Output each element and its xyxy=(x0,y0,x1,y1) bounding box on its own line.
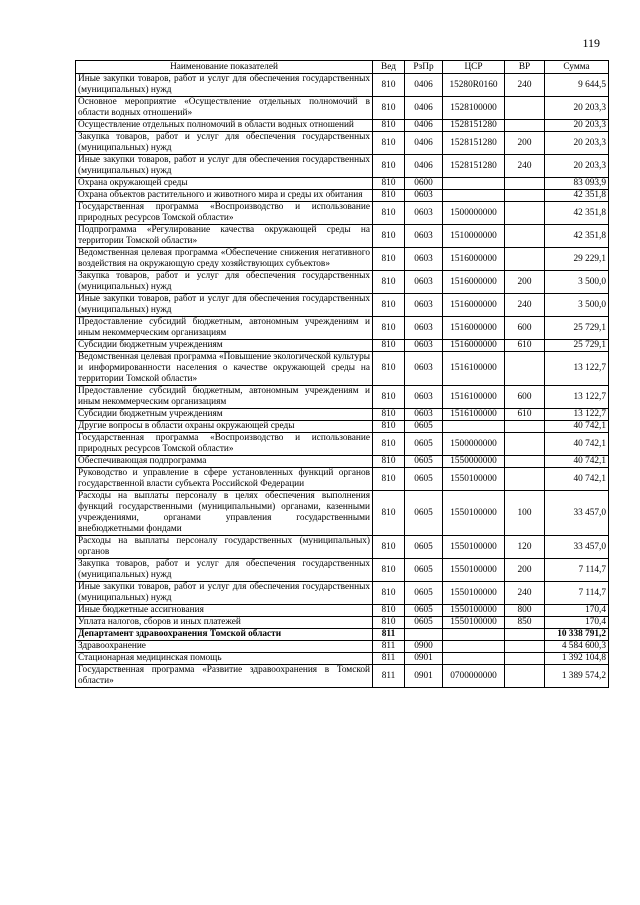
header-vr: ВР xyxy=(505,61,545,74)
cell-rzpr: 0603 xyxy=(405,248,443,271)
cell-vr: 800 xyxy=(505,605,545,617)
cell-vr: 240 xyxy=(505,155,545,178)
cell-ved: 810 xyxy=(373,617,405,629)
table-row xyxy=(76,665,609,688)
cell-name: Субсидии бюджетным учреждениям xyxy=(76,409,373,421)
cell-csr: 1516100000 xyxy=(443,409,505,421)
cell-name: Стационарная медицинская помощь xyxy=(76,653,373,665)
cell-rzpr: 0603 xyxy=(405,409,443,421)
header-rzpr: РзПр xyxy=(405,61,443,74)
cell-sum: 1 392 104,8 xyxy=(545,653,609,665)
cell-sum: 25 729,1 xyxy=(545,317,609,340)
table-row xyxy=(76,120,609,132)
cell-ved: 810 xyxy=(373,559,405,582)
cell-ved: 810 xyxy=(373,409,405,421)
cell-rzpr: 0603 xyxy=(405,294,443,317)
cell-rzpr: 0605 xyxy=(405,433,443,456)
cell-name: Государственная программа «Воспроизводство и использование природных ресурсов Томской области» xyxy=(76,433,373,456)
cell-rzpr: 0603 xyxy=(405,317,443,340)
cell-csr: 1550100000 xyxy=(443,605,505,617)
cell-sum: 40 742,1 xyxy=(545,421,609,433)
table-row xyxy=(76,317,609,340)
cell-vr: 610 xyxy=(505,409,545,421)
cell-csr: 1550100000 xyxy=(443,491,505,536)
cell-csr xyxy=(443,178,505,190)
cell-sum: 20 203,3 xyxy=(545,97,609,120)
cell-name: Департамент здравоохранения Томской области xyxy=(76,629,373,641)
cell-csr: 1516000000 xyxy=(443,294,505,317)
cell-name: Осуществление отдельных полномочий в области водных отношений xyxy=(76,120,373,132)
cell-name: Расходы на выплаты персоналу государственных (муниципальных) органов xyxy=(76,536,373,559)
cell-name: Государственная программа «Развитие здравоохранения в Томской области» xyxy=(76,665,373,688)
table-row xyxy=(76,433,609,456)
cell-ved: 810 xyxy=(373,248,405,271)
cell-vr: 200 xyxy=(505,271,545,294)
cell-vr xyxy=(505,120,545,132)
cell-csr: 1516100000 xyxy=(443,352,505,386)
cell-rzpr: 0901 xyxy=(405,653,443,665)
cell-sum: 7 114,7 xyxy=(545,582,609,605)
cell-ved: 810 xyxy=(373,468,405,491)
cell-vr xyxy=(505,433,545,456)
table-row xyxy=(76,97,609,120)
cell-name: Расходы на выплаты персоналу в целях обеспечения выполнения функций государственными (муниципальными) органами, казенными учреждениями, органами управления государственными внебюджетными фондами xyxy=(76,491,373,536)
cell-rzpr: 0603 xyxy=(405,190,443,202)
cell-vr xyxy=(505,97,545,120)
cell-vr xyxy=(505,248,545,271)
cell-ved: 810 xyxy=(373,155,405,178)
cell-name: Здравоохранение xyxy=(76,641,373,653)
cell-rzpr: 0605 xyxy=(405,456,443,468)
cell-name: Субсидии бюджетным учреждениям xyxy=(76,340,373,352)
cell-name: Руководство и управление в сфере установленных функций органов государственной власти субъекта Российской Федерации xyxy=(76,468,373,491)
cell-vr: 240 xyxy=(505,74,545,97)
cell-rzpr: 0605 xyxy=(405,468,443,491)
cell-ved: 810 xyxy=(373,120,405,132)
cell-name: Иные закупки товаров, работ и услуг для обеспечения государственных (муниципальных) нужд xyxy=(76,74,373,97)
cell-sum: 40 742,1 xyxy=(545,468,609,491)
cell-csr: 1500000000 xyxy=(443,433,505,456)
cell-sum: 9 644,5 xyxy=(545,74,609,97)
cell-rzpr: 0901 xyxy=(405,665,443,688)
table-row xyxy=(76,190,609,202)
cell-csr: 15280R0160 xyxy=(443,74,505,97)
cell-ved: 810 xyxy=(373,456,405,468)
cell-csr xyxy=(443,641,505,653)
table-row xyxy=(76,202,609,225)
table-row xyxy=(76,641,609,653)
cell-vr xyxy=(505,629,545,641)
cell-ved: 810 xyxy=(373,97,405,120)
table-row xyxy=(76,386,609,409)
table-row xyxy=(76,617,609,629)
cell-csr: 1516000000 xyxy=(443,271,505,294)
table-row xyxy=(76,409,609,421)
cell-name: Основное мероприятие «Осуществление отдельных полномочий в области водных отношений» xyxy=(76,97,373,120)
cell-ved: 811 xyxy=(373,665,405,688)
cell-csr: 1500000000 xyxy=(443,202,505,225)
cell-sum: 13 122,7 xyxy=(545,352,609,386)
table-row xyxy=(76,653,609,665)
cell-name: Закупка товаров, работ и услуг для обеспечения государственных (муниципальных) нужд xyxy=(76,271,373,294)
cell-csr: 1550100000 xyxy=(443,536,505,559)
cell-csr xyxy=(443,421,505,433)
cell-vr: 120 xyxy=(505,536,545,559)
cell-sum: 25 729,1 xyxy=(545,340,609,352)
header-name: Наименование показателей xyxy=(76,61,373,74)
header-csr: ЦСР xyxy=(443,61,505,74)
cell-vr xyxy=(505,468,545,491)
cell-ved: 810 xyxy=(373,605,405,617)
cell-sum: 3 500,0 xyxy=(545,271,609,294)
cell-name: Закупка товаров, работ и услуг для обеспечения государственных (муниципальных) нужд xyxy=(76,132,373,155)
cell-sum: 1 389 574,2 xyxy=(545,665,609,688)
table-row xyxy=(76,468,609,491)
cell-ved: 810 xyxy=(373,190,405,202)
cell-sum: 10 338 791,2 xyxy=(545,629,609,641)
cell-rzpr: 0605 xyxy=(405,421,443,433)
cell-rzpr: 0406 xyxy=(405,155,443,178)
table-row xyxy=(76,74,609,97)
table-row xyxy=(76,155,609,178)
cell-sum: 13 122,7 xyxy=(545,386,609,409)
cell-csr: 1528151280 xyxy=(443,132,505,155)
cell-name: Ведомственная целевая программа «Обеспечение снижения негативного воздействия на окружающую среду хозяйствующих субъектов» xyxy=(76,248,373,271)
cell-name: Уплата налогов, сборов и иных платежей xyxy=(76,617,373,629)
cell-sum: 20 203,3 xyxy=(545,155,609,178)
table-row xyxy=(76,340,609,352)
cell-vr xyxy=(505,190,545,202)
cell-name: Предоставление субсидий бюджетным, автономным учреждениям и иным некоммерческим организациям xyxy=(76,386,373,409)
cell-sum: 42 351,8 xyxy=(545,225,609,248)
cell-sum: 29 229,1 xyxy=(545,248,609,271)
cell-name: Иные закупки товаров, работ и услуг для обеспечения государственных (муниципальных) нужд xyxy=(76,582,373,605)
cell-csr: 1550100000 xyxy=(443,617,505,629)
cell-rzpr: 0406 xyxy=(405,97,443,120)
cell-rzpr: 0605 xyxy=(405,559,443,582)
cell-sum: 7 114,7 xyxy=(545,559,609,582)
cell-sum: 170,4 xyxy=(545,605,609,617)
cell-csr: 1516100000 xyxy=(443,386,505,409)
cell-rzpr: 0603 xyxy=(405,340,443,352)
table-row xyxy=(76,582,609,605)
cell-csr: 1550100000 xyxy=(443,582,505,605)
cell-vr xyxy=(505,665,545,688)
cell-vr xyxy=(505,202,545,225)
table-row xyxy=(76,248,609,271)
cell-sum: 20 203,3 xyxy=(545,132,609,155)
cell-sum: 40 742,1 xyxy=(545,433,609,456)
cell-csr: 1528151280 xyxy=(443,155,505,178)
cell-ved: 811 xyxy=(373,641,405,653)
cell-vr: 200 xyxy=(505,559,545,582)
cell-ved: 810 xyxy=(373,74,405,97)
cell-rzpr: 0406 xyxy=(405,120,443,132)
cell-vr: 240 xyxy=(505,294,545,317)
cell-ved: 810 xyxy=(373,225,405,248)
cell-vr: 610 xyxy=(505,340,545,352)
cell-ved: 810 xyxy=(373,271,405,294)
header-ved: Вед xyxy=(373,61,405,74)
cell-name: Иные закупки товаров, работ и услуг для обеспечения государственных (муниципальных) нужд xyxy=(76,294,373,317)
cell-rzpr: 0605 xyxy=(405,605,443,617)
cell-rzpr: 0900 xyxy=(405,641,443,653)
cell-name: Государственная программа «Воспроизводство и использование природных ресурсов Томской области» xyxy=(76,202,373,225)
table-row xyxy=(76,456,609,468)
cell-ved: 810 xyxy=(373,352,405,386)
cell-vr: 240 xyxy=(505,582,545,605)
cell-name: Обеспечивающая подпрограмма xyxy=(76,456,373,468)
cell-ved: 810 xyxy=(373,317,405,340)
cell-csr: 1550000000 xyxy=(443,456,505,468)
cell-rzpr xyxy=(405,629,443,641)
cell-rzpr: 0603 xyxy=(405,271,443,294)
cell-vr: 600 xyxy=(505,386,545,409)
table-row xyxy=(76,605,609,617)
cell-vr: 100 xyxy=(505,491,545,536)
cell-sum: 83 093,9 xyxy=(545,178,609,190)
cell-ved: 811 xyxy=(373,629,405,641)
cell-csr xyxy=(443,653,505,665)
cell-sum: 4 584 600,3 xyxy=(545,641,609,653)
cell-vr xyxy=(505,421,545,433)
cell-vr xyxy=(505,653,545,665)
cell-rzpr: 0603 xyxy=(405,352,443,386)
table-row xyxy=(76,225,609,248)
cell-csr: 1516000000 xyxy=(443,340,505,352)
cell-rzpr: 0605 xyxy=(405,491,443,536)
page-number: 119 xyxy=(582,36,600,50)
cell-sum: 20 203,3 xyxy=(545,120,609,132)
cell-name: Подпрограмма «Регулирование качества окружающей среды на территории Томской области» xyxy=(76,225,373,248)
cell-ved: 810 xyxy=(373,132,405,155)
cell-name: Иные бюджетные ассигнования xyxy=(76,605,373,617)
cell-name: Охрана окружающей среды xyxy=(76,178,373,190)
cell-rzpr: 0603 xyxy=(405,225,443,248)
cell-ved: 810 xyxy=(373,340,405,352)
cell-csr: 1528100000 xyxy=(443,97,505,120)
cell-vr xyxy=(505,456,545,468)
cell-ved: 810 xyxy=(373,421,405,433)
cell-name: Ведомственная целевая программа «Повышение экологической культуры и информированности населения о качестве окружающей среды на территории Томской области» xyxy=(76,352,373,386)
cell-ved: 810 xyxy=(373,178,405,190)
cell-vr xyxy=(505,352,545,386)
cell-ved: 810 xyxy=(373,294,405,317)
cell-ved: 810 xyxy=(373,536,405,559)
cell-sum: 13 122,7 xyxy=(545,409,609,421)
cell-sum: 42 351,8 xyxy=(545,190,609,202)
table-header-row xyxy=(76,61,609,74)
cell-ved: 810 xyxy=(373,582,405,605)
cell-name: Охрана объектов растительного и животного мира и среды их обитания xyxy=(76,190,373,202)
cell-ved: 810 xyxy=(373,386,405,409)
cell-csr: 1516000000 xyxy=(443,248,505,271)
cell-sum: 33 457,0 xyxy=(545,536,609,559)
table-row xyxy=(76,178,609,190)
cell-rzpr: 0603 xyxy=(405,386,443,409)
cell-csr: 1550100000 xyxy=(443,468,505,491)
cell-csr: 1510000000 xyxy=(443,225,505,248)
cell-sum: 42 351,8 xyxy=(545,202,609,225)
cell-rzpr: 0605 xyxy=(405,617,443,629)
cell-vr: 600 xyxy=(505,317,545,340)
table-row xyxy=(76,559,609,582)
cell-ved: 810 xyxy=(373,491,405,536)
cell-name: Иные закупки товаров, работ и услуг для обеспечения государственных (муниципальных) нужд xyxy=(76,155,373,178)
cell-vr xyxy=(505,641,545,653)
table-row xyxy=(76,352,609,386)
cell-ved: 810 xyxy=(373,433,405,456)
table-row xyxy=(76,421,609,433)
cell-sum: 3 500,0 xyxy=(545,294,609,317)
cell-csr: 1528151280 xyxy=(443,120,505,132)
table-row xyxy=(76,294,609,317)
table-row xyxy=(76,491,609,536)
header-sum: Сумма xyxy=(545,61,609,74)
cell-csr: 0700000000 xyxy=(443,665,505,688)
table-row xyxy=(76,132,609,155)
cell-rzpr: 0406 xyxy=(405,132,443,155)
cell-name: Предоставление субсидий бюджетным, автономным учреждениям и иным некоммерческим организациям xyxy=(76,317,373,340)
cell-csr: 1550100000 xyxy=(443,559,505,582)
cell-name: Закупка товаров, работ и услуг для обеспечения государственных (муниципальных) нужд xyxy=(76,559,373,582)
table-body xyxy=(76,74,609,688)
cell-ved: 810 xyxy=(373,202,405,225)
cell-rzpr: 0603 xyxy=(405,202,443,225)
table-row xyxy=(76,536,609,559)
cell-sum: 40 742,1 xyxy=(545,456,609,468)
cell-csr xyxy=(443,190,505,202)
cell-csr: 1516000000 xyxy=(443,317,505,340)
cell-vr xyxy=(505,178,545,190)
cell-rzpr: 0605 xyxy=(405,582,443,605)
cell-rzpr: 0605 xyxy=(405,536,443,559)
cell-rzpr: 0406 xyxy=(405,74,443,97)
budget-table xyxy=(75,60,609,688)
table-row xyxy=(76,271,609,294)
cell-vr xyxy=(505,225,545,248)
cell-ved: 811 xyxy=(373,653,405,665)
cell-sum: 170,4 xyxy=(545,617,609,629)
cell-name: Другие вопросы в области охраны окружающей среды xyxy=(76,421,373,433)
cell-vr: 200 xyxy=(505,132,545,155)
cell-rzpr: 0600 xyxy=(405,178,443,190)
table-row xyxy=(76,629,609,641)
cell-vr: 850 xyxy=(505,617,545,629)
cell-csr xyxy=(443,629,505,641)
cell-sum: 33 457,0 xyxy=(545,491,609,536)
